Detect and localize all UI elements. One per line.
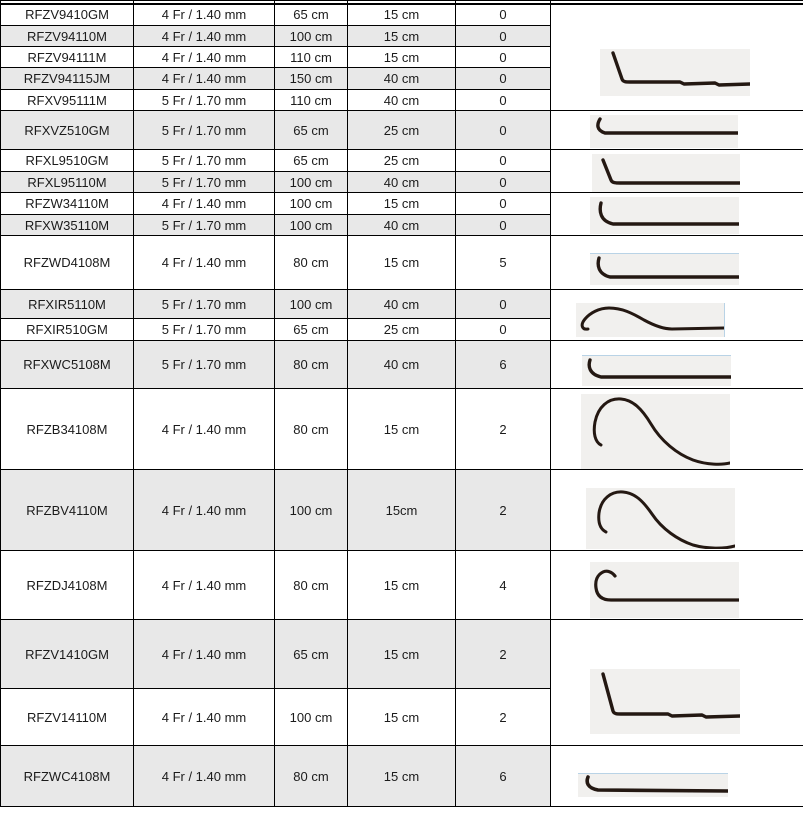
- length-cell: 65 cm: [275, 319, 348, 341]
- length-cell: 80 cm: [275, 341, 348, 389]
- count-cell: 0: [456, 4, 551, 26]
- model-cell: RFXWC5108M: [1, 341, 134, 389]
- table-row: [1, 470, 803, 551]
- size-cell: 4 Fr / 1.40 mm: [134, 620, 275, 689]
- catheter-shape-j-hook-icon: [590, 562, 739, 618]
- count-cell: 0: [456, 90, 551, 111]
- count-cell: 0: [456, 319, 551, 341]
- size-cell: 4 Fr / 1.40 mm: [134, 689, 275, 746]
- catheter-shape-curved-tip-icon: [578, 773, 728, 797]
- length-cell: 100 cm: [275, 470, 348, 551]
- model-cell: RFZV14110M: [1, 689, 134, 746]
- model-cell: RFXW35110M: [1, 215, 134, 236]
- catheter-image-cell: [551, 236, 803, 290]
- catheter-shape-angled-tip-icon: [590, 669, 740, 734]
- count-cell: 0: [456, 290, 551, 319]
- count-cell: 0: [456, 68, 551, 90]
- tip-length-cell: 15 cm: [348, 620, 456, 689]
- model-cell: RFZV94111M: [1, 47, 134, 68]
- count-cell: 6: [456, 341, 551, 389]
- tip-length-cell: 15 cm: [348, 26, 456, 47]
- length-cell: 100 cm: [275, 193, 348, 215]
- table-row: [1, 341, 803, 389]
- count-cell: 2: [456, 689, 551, 746]
- length-cell: 65 cm: [275, 111, 348, 150]
- length-cell: 100 cm: [275, 290, 348, 319]
- length-cell: 100 cm: [275, 26, 348, 47]
- size-cell: 4 Fr / 1.40 mm: [134, 551, 275, 620]
- model-cell: RFZDJ4108M: [1, 551, 134, 620]
- size-cell: 4 Fr / 1.40 mm: [134, 47, 275, 68]
- model-cell: RFZV94110M: [1, 26, 134, 47]
- catheter-shape-angled-tip-icon: [592, 154, 740, 192]
- model-cell: RFZV94115JM: [1, 68, 134, 90]
- count-cell: 2: [456, 620, 551, 689]
- model-cell: RFXV95111M: [1, 90, 134, 111]
- tip-length-cell: 40 cm: [348, 172, 456, 193]
- table-row: [1, 150, 803, 172]
- table-row: [1, 389, 803, 470]
- table-row: [1, 290, 803, 319]
- length-cell: 80 cm: [275, 746, 348, 807]
- model-cell: RFZBV4110M: [1, 470, 134, 551]
- model-cell: RFZV9410GM: [1, 4, 134, 26]
- tip-length-cell: 40 cm: [348, 341, 456, 389]
- catheter-shape-curved-tip-icon: [590, 115, 738, 148]
- size-cell: 5 Fr / 1.70 mm: [134, 150, 275, 172]
- tip-length-cell: 15 cm: [348, 193, 456, 215]
- catheter-shape-angled-tip-icon: [600, 49, 750, 96]
- size-cell: 5 Fr / 1.70 mm: [134, 111, 275, 150]
- table-row: [1, 551, 803, 620]
- catheter-shape-curved-tip-icon: [590, 253, 739, 285]
- size-cell: 4 Fr / 1.40 mm: [134, 68, 275, 90]
- count-cell: 0: [456, 111, 551, 150]
- size-cell: 5 Fr / 1.70 mm: [134, 341, 275, 389]
- tip-length-cell: 15 cm: [348, 236, 456, 290]
- model-cell: RFXL9510GM: [1, 150, 134, 172]
- count-cell: 4: [456, 551, 551, 620]
- catheter-image-cell: [551, 193, 803, 236]
- tip-length-cell: 15 cm: [348, 689, 456, 746]
- model-cell: RFZB34108M: [1, 389, 134, 470]
- table-row: [1, 193, 803, 215]
- count-cell: 0: [456, 26, 551, 47]
- catheter-shape-curved-tip-icon: [582, 355, 731, 386]
- tip-length-cell: 15 cm: [348, 47, 456, 68]
- length-cell: 80 cm: [275, 389, 348, 470]
- catheter-image-cell: [551, 620, 803, 746]
- size-cell: 5 Fr / 1.70 mm: [134, 90, 275, 111]
- table-row: [1, 746, 803, 807]
- catheter-image-cell: [551, 111, 803, 150]
- count-cell: 2: [456, 470, 551, 551]
- tip-length-cell: 40 cm: [348, 290, 456, 319]
- length-cell: 100 cm: [275, 172, 348, 193]
- tip-length-cell: 25 cm: [348, 111, 456, 150]
- size-cell: 5 Fr / 1.70 mm: [134, 290, 275, 319]
- tip-length-cell: 15cm: [348, 470, 456, 551]
- catheter-image-cell: [551, 290, 803, 341]
- count-cell: 0: [456, 215, 551, 236]
- model-cell: RFZWD4108M: [1, 236, 134, 290]
- length-cell: 65 cm: [275, 620, 348, 689]
- count-cell: 2: [456, 389, 551, 470]
- length-cell: 65 cm: [275, 4, 348, 26]
- size-cell: 5 Fr / 1.70 mm: [134, 172, 275, 193]
- catheter-image-cell: [551, 389, 803, 470]
- size-cell: 4 Fr / 1.40 mm: [134, 193, 275, 215]
- model-cell: RFXIR510GM: [1, 319, 134, 341]
- table-row: [1, 236, 803, 290]
- tip-length-cell: 25 cm: [348, 319, 456, 341]
- catheter-shape-wave-tip-icon: [576, 303, 725, 337]
- model-cell: RFZW34110M: [1, 193, 134, 215]
- tip-length-cell: 15 cm: [348, 389, 456, 470]
- count-cell: 5: [456, 236, 551, 290]
- catheter-image-cell: [551, 470, 803, 551]
- count-cell: 6: [456, 746, 551, 807]
- count-cell: 0: [456, 172, 551, 193]
- length-cell: 80 cm: [275, 236, 348, 290]
- length-cell: 100 cm: [275, 689, 348, 746]
- table-row: [1, 620, 803, 689]
- length-cell: 110 cm: [275, 47, 348, 68]
- model-cell: RFXVZ510GM: [1, 111, 134, 150]
- tip-length-cell: 25 cm: [348, 150, 456, 172]
- tip-length-cell: 15 cm: [348, 4, 456, 26]
- length-cell: 100 cm: [275, 215, 348, 236]
- tip-length-cell: 40 cm: [348, 90, 456, 111]
- length-cell: 150 cm: [275, 68, 348, 90]
- length-cell: 80 cm: [275, 551, 348, 620]
- size-cell: 5 Fr / 1.70 mm: [134, 215, 275, 236]
- table-row: [1, 4, 803, 26]
- size-cell: 4 Fr / 1.40 mm: [134, 389, 275, 470]
- tip-length-cell: 15 cm: [348, 746, 456, 807]
- length-cell: 65 cm: [275, 150, 348, 172]
- catheter-image-cell: [551, 551, 803, 620]
- count-cell: 0: [456, 193, 551, 215]
- model-cell: RFZWC4108M: [1, 746, 134, 807]
- catheter-image-cell: [551, 341, 803, 389]
- tip-length-cell: 40 cm: [348, 68, 456, 90]
- length-cell: 110 cm: [275, 90, 348, 111]
- catheter-shape-curved-tip-icon: [590, 197, 739, 234]
- catheter-shape-cobra-hook-icon: [581, 394, 730, 469]
- model-cell: RFXIR5110M: [1, 290, 134, 319]
- catheter-image-cell: [551, 746, 803, 807]
- size-cell: 4 Fr / 1.40 mm: [134, 26, 275, 47]
- count-cell: 0: [456, 150, 551, 172]
- model-cell: RFZV1410GM: [1, 620, 134, 689]
- catheter-image-cell: [551, 150, 803, 193]
- tip-length-cell: 40 cm: [348, 215, 456, 236]
- catheter-image-cell: [551, 4, 803, 111]
- size-cell: 4 Fr / 1.40 mm: [134, 746, 275, 807]
- size-cell: 4 Fr / 1.40 mm: [134, 470, 275, 551]
- count-cell: 0: [456, 47, 551, 68]
- catheter-shape-cobra-hook-icon: [586, 488, 735, 549]
- table-row: [1, 111, 803, 150]
- tip-length-cell: 15 cm: [348, 551, 456, 620]
- size-cell: 4 Fr / 1.40 mm: [134, 236, 275, 290]
- size-cell: 5 Fr / 1.70 mm: [134, 319, 275, 341]
- size-cell: 4 Fr / 1.40 mm: [134, 4, 275, 26]
- model-cell: RFXL95110M: [1, 172, 134, 193]
